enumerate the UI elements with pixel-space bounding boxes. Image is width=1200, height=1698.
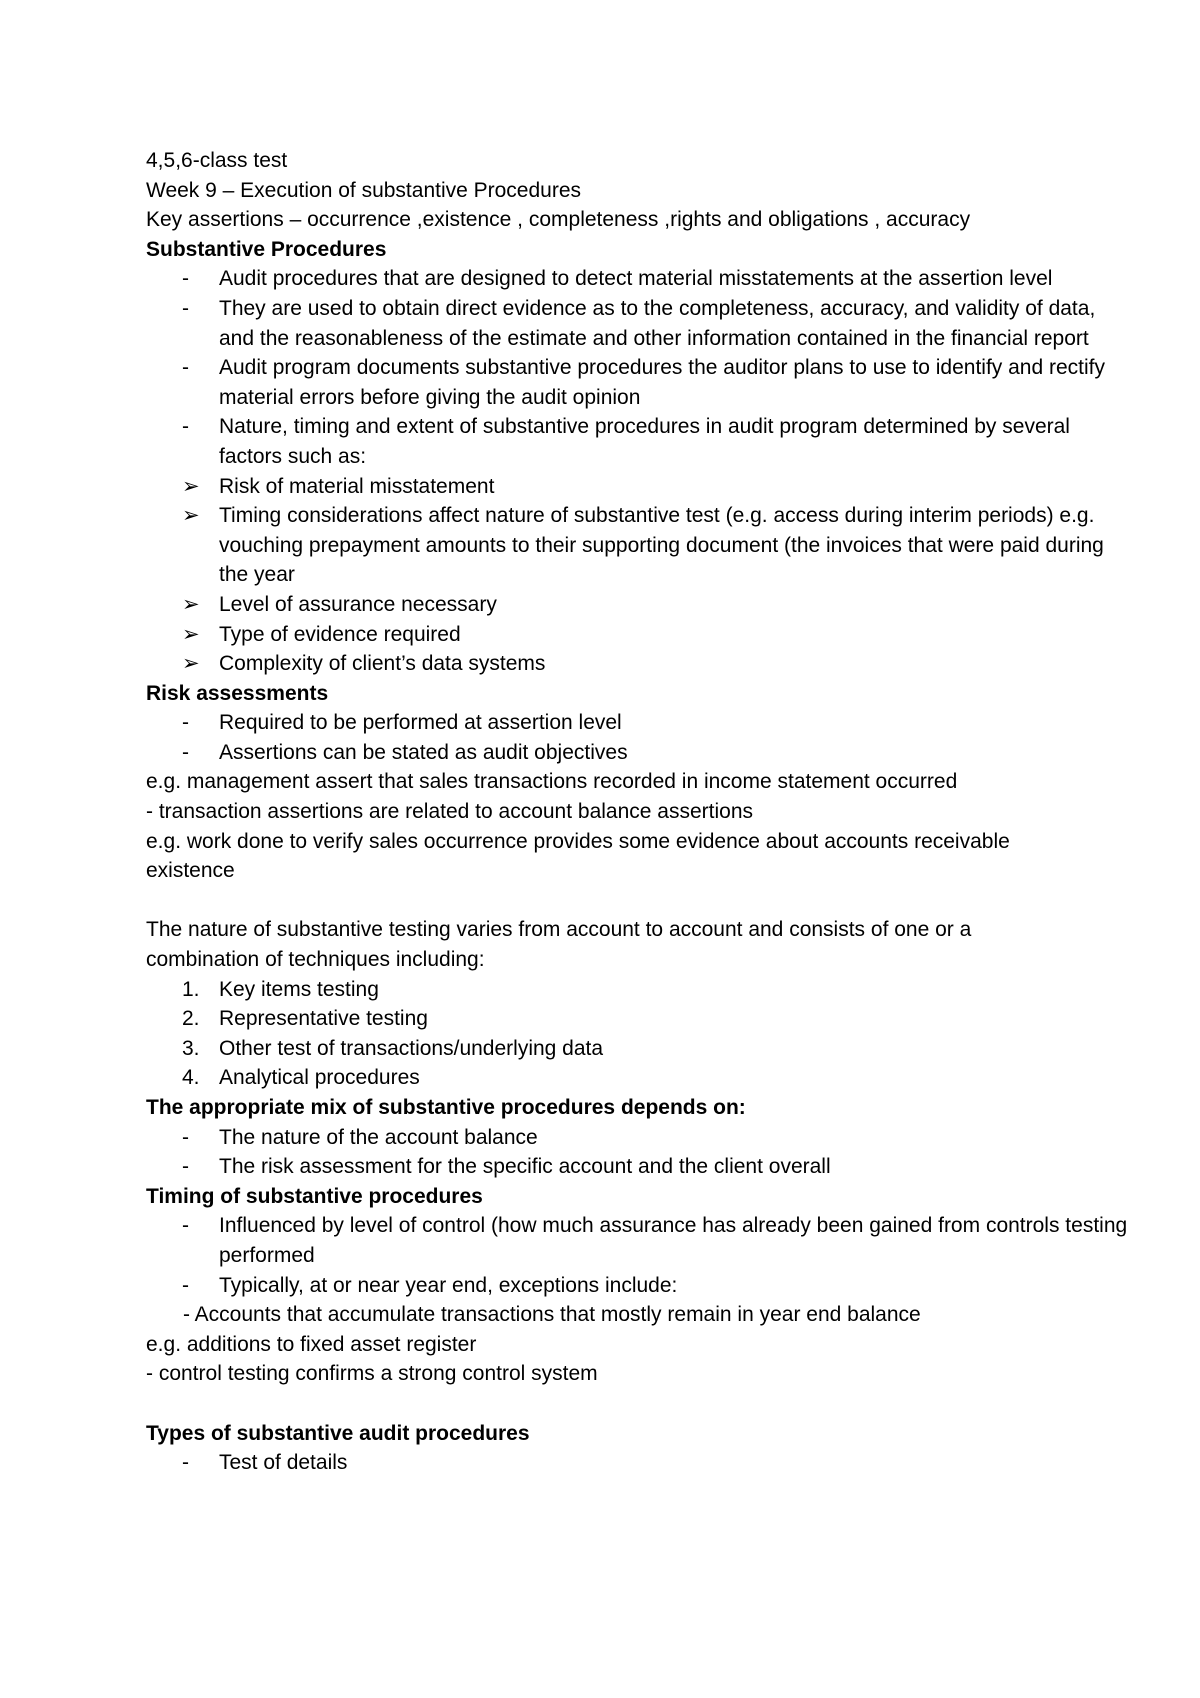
risk-example-line-4: existence xyxy=(146,859,235,883)
dash-marker: - xyxy=(182,296,189,320)
list-item xyxy=(146,708,1131,738)
list-item xyxy=(146,264,1131,294)
list-number: 4. xyxy=(182,1066,200,1090)
section-title-substantive: Substantive Procedures xyxy=(146,237,387,261)
dash-marker: - xyxy=(182,415,189,439)
dash-marker: - xyxy=(182,1214,189,1238)
list-item xyxy=(146,472,1131,502)
types-dash-list xyxy=(146,1448,1080,1478)
timing-dash-list xyxy=(146,1211,1128,1300)
dash-marker: - xyxy=(182,1451,189,1475)
list-item-text: Typically, at or near year end, exceptions include: xyxy=(219,1273,678,1297)
list-item-text: Assertions can be stated as audit objectives xyxy=(219,740,628,764)
timing-example-line-2: - control testing confirms a strong control system xyxy=(146,1362,598,1386)
heading-line-1: 4,5,6-class test xyxy=(146,149,288,172)
risk-example-line-3: e.g. work done to verify sales occurrence provides some evidence about accounts receivable xyxy=(146,829,1010,853)
list-item xyxy=(146,294,1131,353)
arrow-bullet-icon: ➢ xyxy=(182,504,200,528)
list-item xyxy=(146,1034,1131,1064)
arrow-bullet-icon: ➢ xyxy=(182,474,200,498)
list-number: 2. xyxy=(182,1007,200,1031)
list-item xyxy=(146,412,1131,471)
list-number: 3. xyxy=(182,1036,200,1060)
list-item-text: Type of evidence required xyxy=(219,622,461,646)
dash-marker: - xyxy=(182,1273,189,1297)
dash-marker: - xyxy=(182,356,189,380)
nature-line-2: combination of techniques including: xyxy=(146,948,485,972)
list-item-text: Level of assurance necessary xyxy=(219,592,497,616)
list-item-text: They are used to obtain direct evidence as to the completeness, accuracy, and validity of data, and the reasonableness of the estimate and other information contained in the financial report xyxy=(219,296,1096,350)
list-item xyxy=(146,1271,1131,1301)
list-item-text: Risk of material misstatement xyxy=(219,474,495,498)
blank-line xyxy=(146,1389,1080,1419)
list-item xyxy=(146,1004,1131,1034)
mix-dash-list xyxy=(146,1123,1080,1182)
blank-line xyxy=(146,886,1080,916)
arrow-bullet-icon: ➢ xyxy=(182,622,200,646)
list-item xyxy=(146,590,1131,620)
list-item-text: The risk assessment for the specific account and the client overall xyxy=(219,1155,831,1179)
list-item-text: Complexity of client’s data systems xyxy=(219,652,546,676)
risk-example-line-1: e.g. management assert that sales transactions recorded in income statement occurred xyxy=(146,770,958,794)
list-item xyxy=(146,975,1131,1005)
nature-numbered-list xyxy=(146,975,1080,1093)
heading-line-3: Key assertions – occurrence ,existence , completeness ,rights and obligations , accuracy xyxy=(146,208,971,232)
list-item-text: Timing considerations affect nature of substantive test (e.g. access during interim periods) e.g. vouching prepayment amounts to their supporting document (the invoices that were paid during the year xyxy=(219,504,1104,587)
heading-line-2: Week 9 – Execution of substantive Procedures xyxy=(146,178,582,202)
list-item-text: Test of details xyxy=(219,1451,348,1475)
timing-example-line-1: e.g. additions to fixed asset register xyxy=(146,1332,477,1356)
list-item xyxy=(146,738,1131,768)
list-item xyxy=(146,1448,1131,1478)
section-title-types: Types of substantive audit procedures xyxy=(146,1421,530,1445)
substantive-dash-list xyxy=(146,264,1105,471)
arrow-bullet-icon: ➢ xyxy=(182,592,200,616)
list-item-text: Influenced by level of control (how much assurance has already been gained from controls testing performed xyxy=(219,1214,1128,1267)
dash-marker: - xyxy=(182,1125,189,1149)
list-item-text: Required to be performed at assertion level xyxy=(219,711,622,735)
dash-marker: - xyxy=(182,1155,189,1179)
list-number: 1. xyxy=(182,977,200,1001)
risk-dash-list xyxy=(146,708,1080,767)
list-item xyxy=(146,1152,1131,1182)
dash-marker: - xyxy=(182,740,189,764)
list-item-text: Other test of transactions/underlying data xyxy=(219,1036,604,1060)
substantive-arrow-list xyxy=(146,472,1104,679)
section-title-timing: Timing of substantive procedures xyxy=(146,1184,483,1208)
dash-marker: - xyxy=(182,267,189,291)
nature-line-1: The nature of substantive testing varies from account to account and consists of one or a xyxy=(146,918,972,942)
list-item xyxy=(146,1211,1131,1270)
list-item xyxy=(146,620,1131,650)
arrow-bullet-icon: ➢ xyxy=(182,652,200,676)
list-item-text: Audit program documents substantive procedures the auditor plans to use to identify and rectify material errors before giving the audit opinion xyxy=(219,356,1105,409)
list-item xyxy=(146,501,1131,590)
dash-marker: - xyxy=(182,711,189,735)
list-item-text: Nature, timing and extent of substantive procedures in audit program determined by several factors such as: xyxy=(219,415,1070,468)
list-item-text: Representative testing xyxy=(219,1007,428,1031)
section-title-risk: Risk assessments xyxy=(146,681,329,705)
list-item xyxy=(146,1123,1131,1153)
timing-indented-line: - Accounts that accumulate transactions that mostly remain in year end balance xyxy=(183,1303,921,1327)
list-item xyxy=(146,353,1131,412)
list-item-text: Key items testing xyxy=(219,977,379,1001)
risk-example-line-2: - transaction assertions are related to account balance assertions xyxy=(146,800,754,824)
section-title-mix: The appropriate mix of substantive procedures depends on: xyxy=(146,1096,746,1119)
list-item-text: Analytical procedures xyxy=(219,1066,420,1090)
list-item xyxy=(146,649,1131,679)
list-item-text: The nature of the account balance xyxy=(219,1125,538,1149)
list-item-text: Audit procedures that are designed to detect material misstatements at the assertion level xyxy=(219,267,1053,291)
list-item xyxy=(146,1063,1131,1093)
